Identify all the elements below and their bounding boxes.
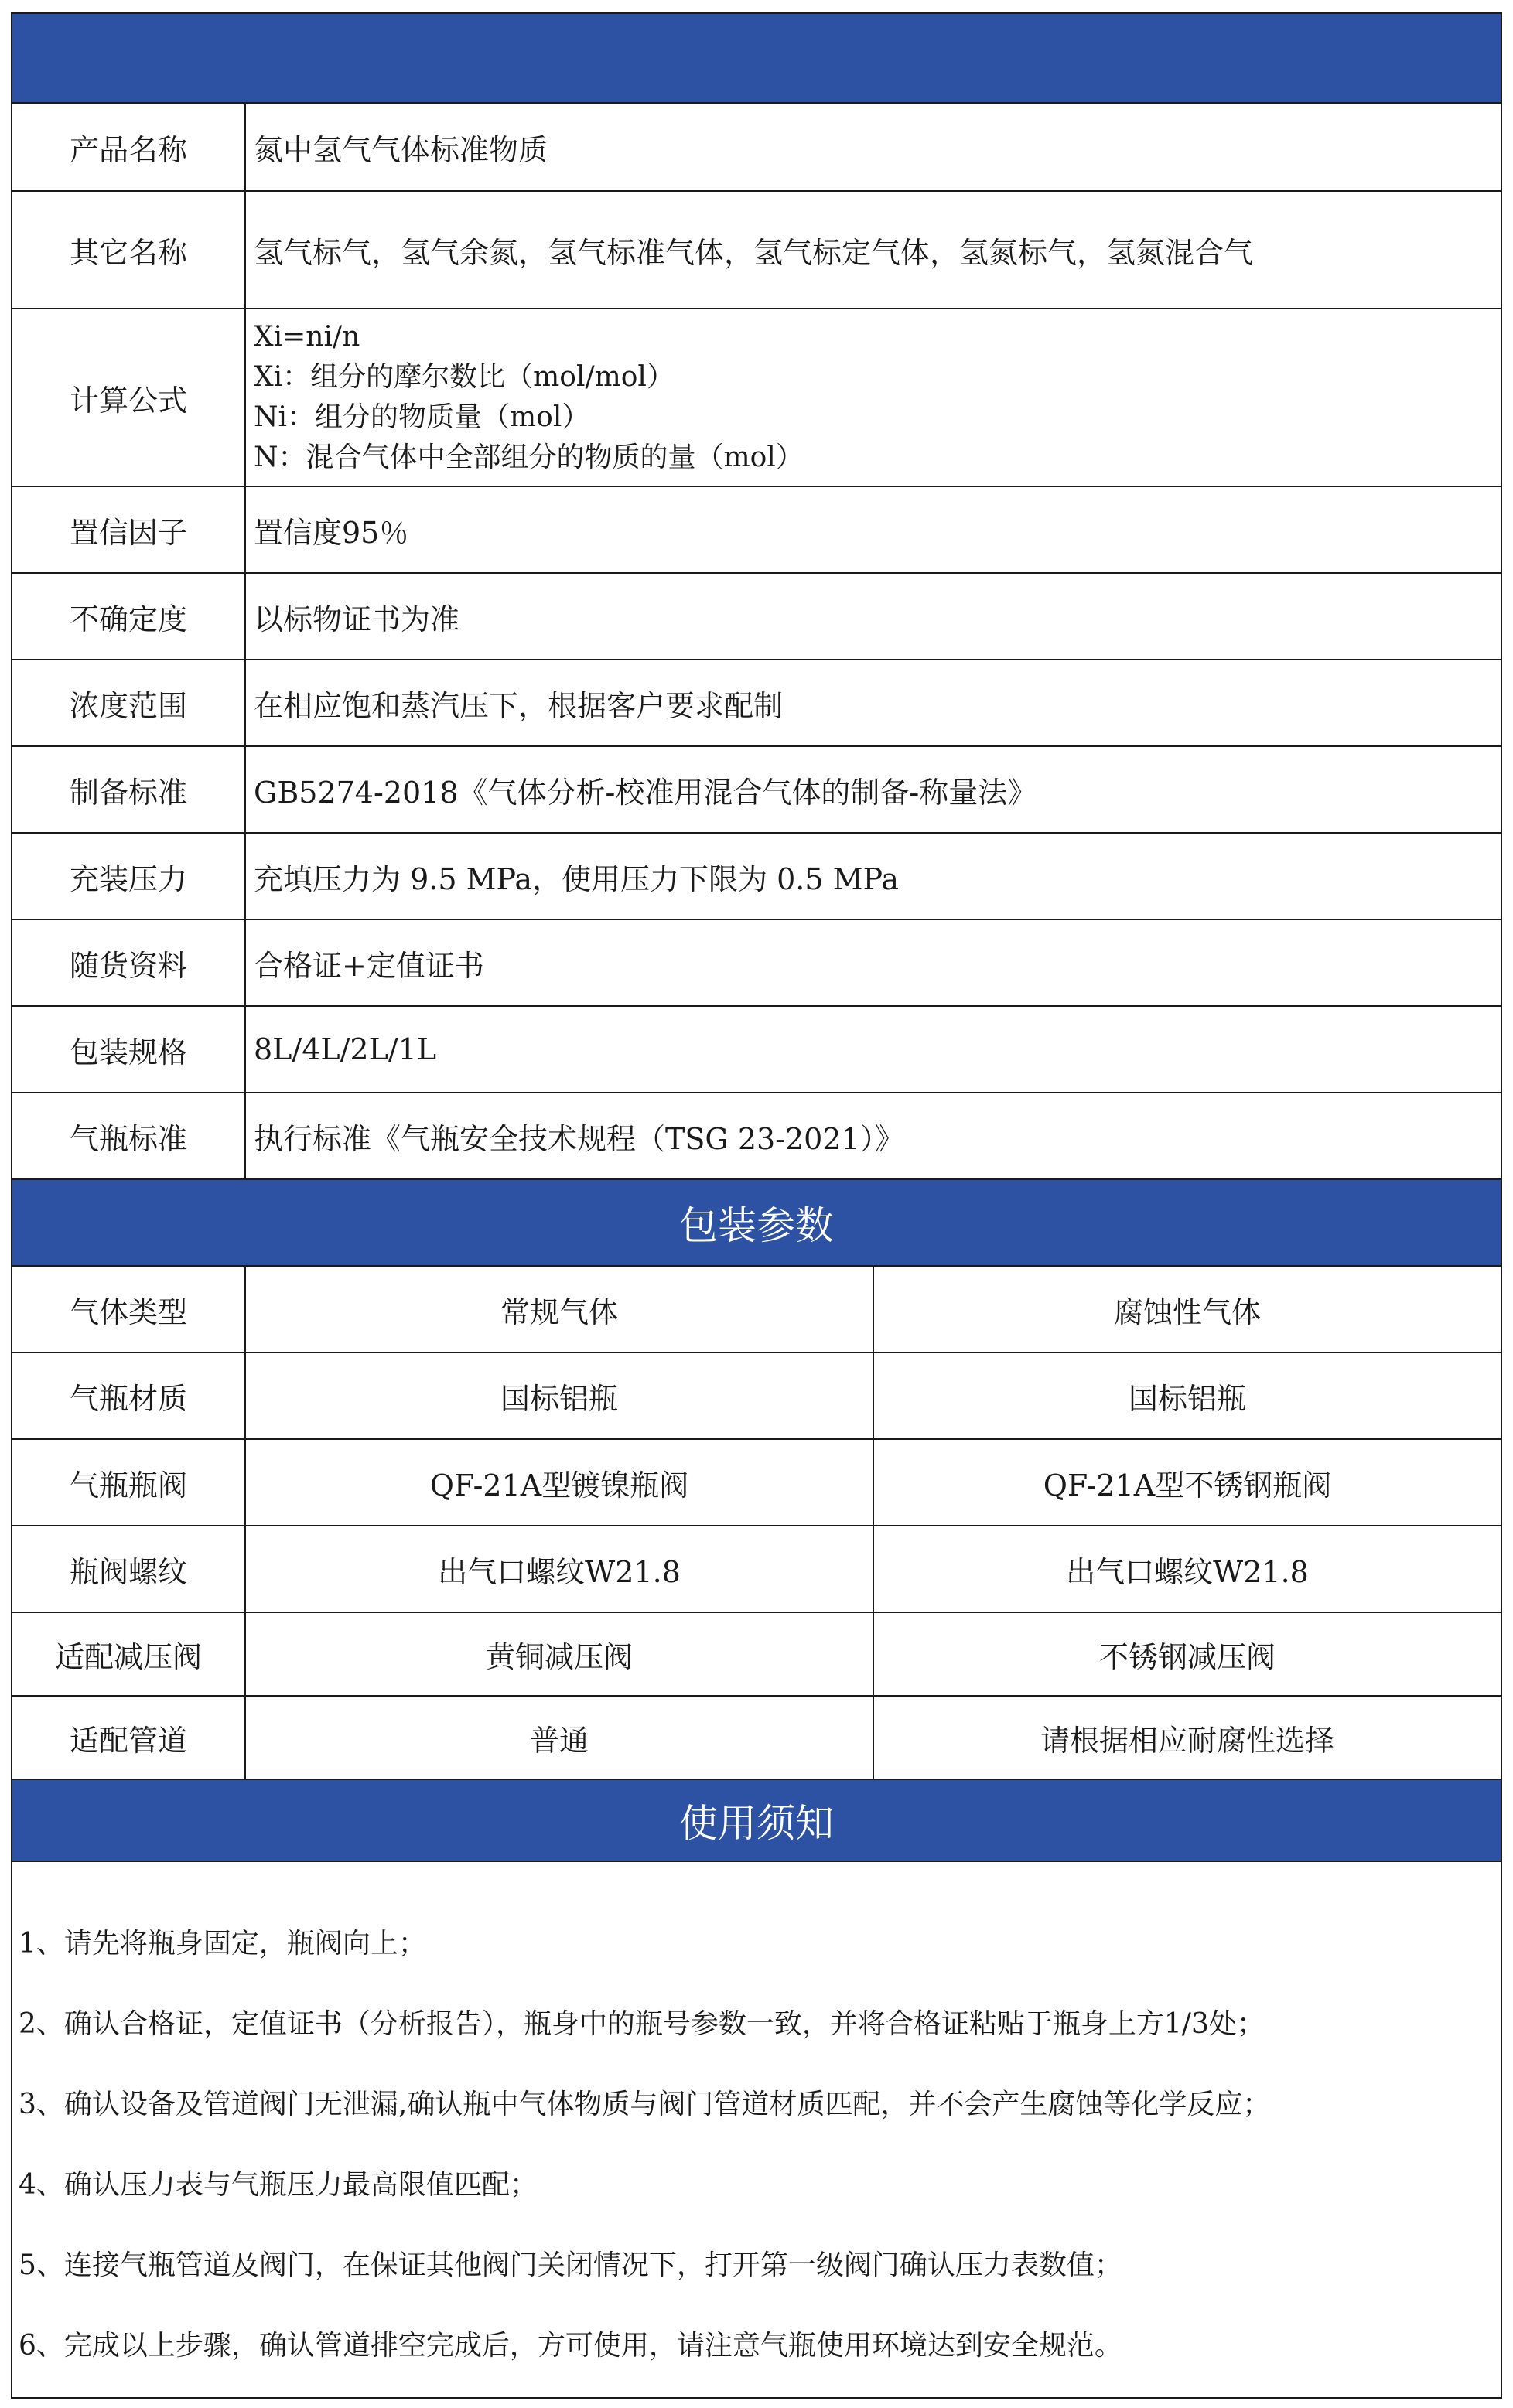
pack-regular-value: 黄铜减压阀 — [246, 1613, 874, 1695]
info-value: 在相应饱和蒸汽压下，根据客户要求配制 — [254, 688, 784, 723]
pack-corrosive-value: 腐蚀性气体 — [1113, 1294, 1261, 1329]
info-row-formula — [12, 309, 1501, 487]
info-label: 包装规格 — [12, 1007, 246, 1092]
info-label: 产品名称 — [12, 104, 246, 190]
pack-row — [12, 1267, 1501, 1353]
formula-line: Ni：组分的物质量（mol） — [254, 401, 590, 433]
info-value: 8L/4L/2L/1L — [254, 1032, 437, 1066]
pack-label: 气瓶瓶阀 — [12, 1440, 246, 1525]
info-label: 充装压力 — [12, 834, 246, 919]
info-row-standard — [12, 747, 1501, 834]
info-label: 其它名称 — [12, 192, 246, 308]
info-value: 氮中氢气气体标准物质 — [254, 132, 548, 167]
info-row-other-names — [12, 192, 1501, 309]
pack-corrosive-value: 请根据相应耐腐性选择 — [1040, 1723, 1334, 1758]
pack-label: 适配减压阀 — [12, 1613, 246, 1695]
pack-regular-value: 国标铝瓶 — [246, 1353, 874, 1438]
pack-regular-value: QF-21A型镀镍瓶阀 — [246, 1440, 874, 1525]
usage-note: 1、请先将瓶身固定，瓶阀向上； — [19, 1927, 426, 1959]
info-row-product-name — [12, 104, 1501, 192]
info-value: GB5274-2018《气体分析-校准用混合气体的制备-称量法》 — [254, 775, 1037, 810]
pack-row — [12, 1353, 1501, 1440]
info-label: 浓度范围 — [12, 660, 246, 745]
info-row-confidence — [12, 487, 1501, 574]
pack-label: 气瓶材质 — [12, 1353, 246, 1438]
usage-band — [12, 1780, 1501, 1862]
info-value: 以标物证书为准 — [254, 602, 460, 636]
pack-row — [12, 1613, 1501, 1697]
info-label: 气瓶标准 — [12, 1093, 246, 1178]
pack-label: 瓶阀螺纹 — [12, 1526, 246, 1612]
info-label: 置信因子 — [12, 487, 246, 572]
pack-row — [12, 1440, 1501, 1526]
info-row-uncertainty — [12, 574, 1501, 660]
pack-corrosive-value: 出气口螺纹W21.8 — [1066, 1554, 1309, 1589]
pack-corrosive-value: 国标铝瓶 — [1128, 1381, 1246, 1416]
info-row-package-size — [12, 1007, 1501, 1093]
info-value: 充填压力为 9.5 MPa，使用压力下限为 0.5 MPa — [254, 861, 900, 896]
usage-note: 6、完成以上步骤，确认管道排空完成后，方可使用，请注意气瓶使用环境达到安全规范。 — [19, 2329, 1122, 2362]
info-row-documents — [12, 920, 1501, 1007]
info-value: 氢气标气，氢气余氮，氢气标准气体，氢气标定气体，氢氮标气，氢氮混合气 — [254, 235, 1254, 270]
pack-corrosive-value: QF-21A型不锈钢瓶阀 — [1043, 1468, 1332, 1502]
usage-note: 3、确认设备及管道阀门无泄漏,确认瓶中气体物质与阀门管道材质匹配，并不会产生腐蚀等化学反应； — [19, 2088, 1271, 2120]
pack-corrosive-value: 不锈钢减压阀 — [1098, 1639, 1276, 1674]
spec-sheet — [11, 12, 1502, 2399]
info-label: 随货资料 — [12, 920, 246, 1005]
info-label: 不确定度 — [12, 574, 246, 659]
header-band — [12, 14, 1501, 104]
pack-label: 适配管道 — [12, 1697, 246, 1779]
usage-note: 5、连接气瓶管道及阀门，在保证其他阀门关闭情况下，打开第一级阀门确认压力表数值； — [19, 2249, 1122, 2281]
info-label: 计算公式 — [12, 309, 246, 486]
pack-label: 气体类型 — [12, 1267, 246, 1352]
usage-note: 4、确认压力表与气瓶压力最高限值匹配； — [19, 2168, 538, 2201]
pack-regular-value: 普通 — [246, 1697, 874, 1779]
formula-lines — [246, 309, 1501, 486]
pack-row — [12, 1697, 1501, 1780]
info-label: 制备标准 — [12, 747, 246, 832]
info-row-cylinder-standard — [12, 1093, 1501, 1180]
info-row-pressure — [12, 834, 1501, 920]
pack-regular-value: 常规气体 — [246, 1267, 874, 1352]
formula-line: N：混合气体中全部组分的物质的量（mol） — [254, 442, 804, 473]
usage-note: 2、确认合格证，定值证书（分析报告），瓶身中的瓶号参数一致，并将合格证粘贴于瓶身上方1/3处； — [19, 2007, 1265, 2040]
packaging-title: 包装参数 — [679, 1203, 834, 1248]
packaging-band — [12, 1180, 1501, 1267]
pack-regular-value: 出气口螺纹W21.8 — [246, 1526, 874, 1612]
pack-row — [12, 1526, 1501, 1613]
formula-line: Xi：组分的摩尔数比（mol/mol） — [254, 361, 675, 393]
info-value: 执行标准《气瓶安全技术规程（TSG 23-2021）》 — [254, 1121, 904, 1156]
info-value: 置信度95％ — [254, 515, 409, 550]
info-row-concentration — [12, 660, 1501, 747]
formula-line: Xi=ni/n — [254, 321, 360, 353]
info-value: 合格证+定值证书 — [254, 948, 484, 983]
usage-notes — [12, 1862, 1501, 2383]
usage-title: 使用须知 — [679, 1801, 834, 1846]
